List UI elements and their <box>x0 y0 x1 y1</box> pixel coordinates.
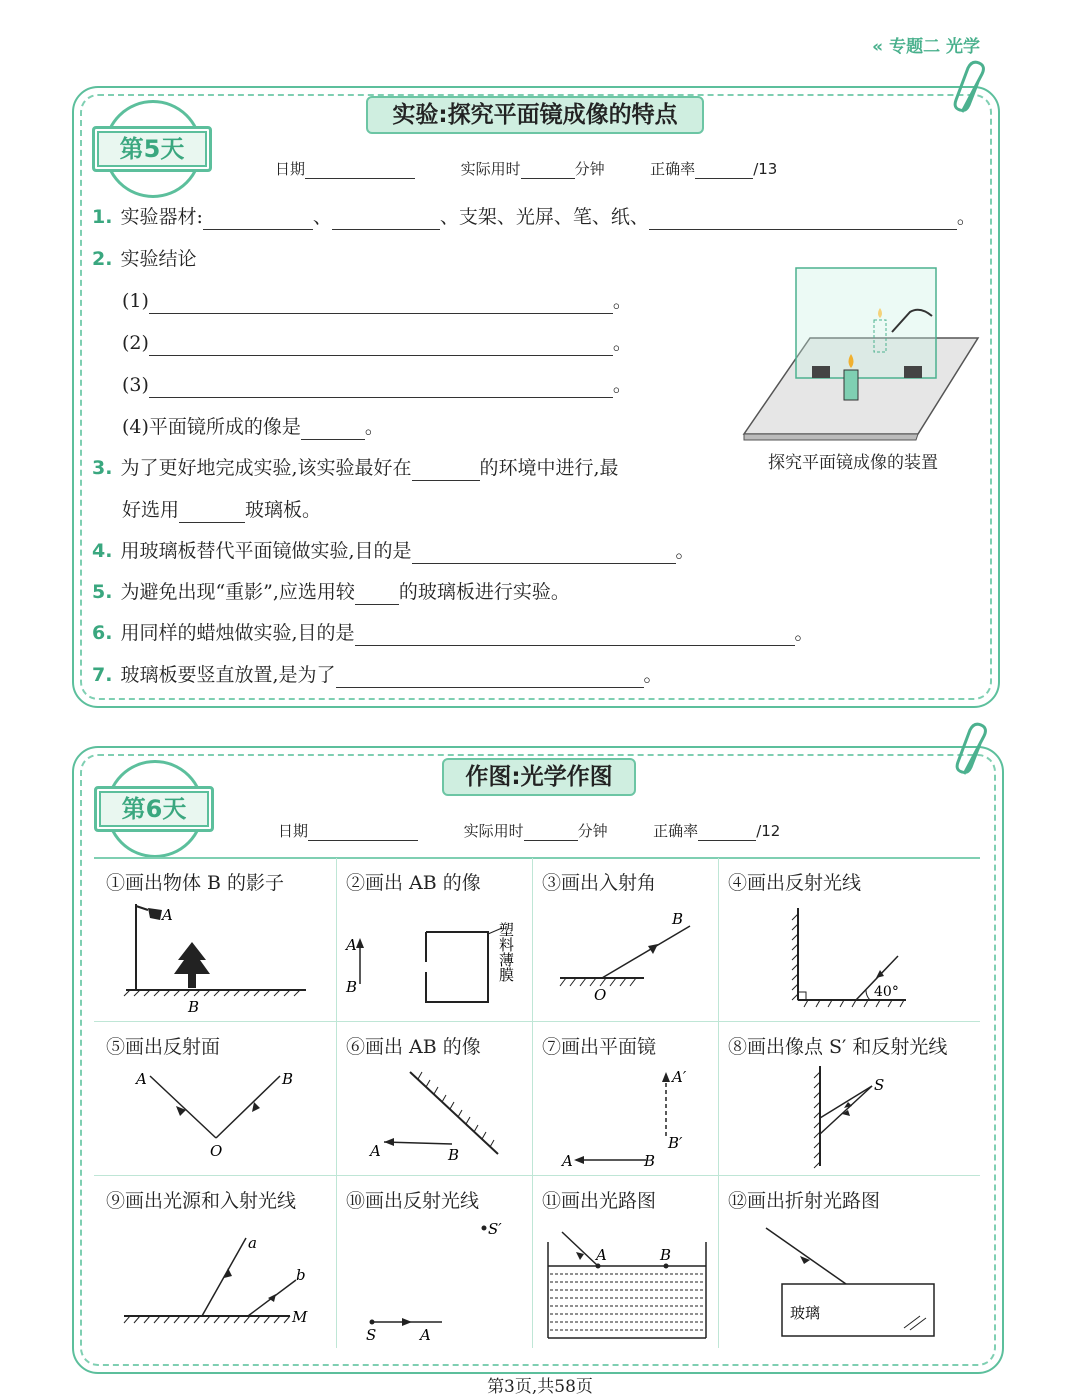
grid-row-divider <box>94 1021 980 1022</box>
label-A: A <box>346 936 357 954</box>
question-1: 1. 实验器材: 、 、支架、光屏、笔、纸、 。 <box>92 206 976 228</box>
question-3-cont: 好选用 玻璃板。 <box>122 499 322 521</box>
apparatus-figure <box>740 262 984 442</box>
day6-badge-label: 第6天 <box>94 786 214 832</box>
diagram-light-source <box>120 1228 320 1328</box>
date-field[interactable] <box>308 824 418 841</box>
diagram-refraction-glass <box>760 1222 940 1342</box>
label-B: B <box>188 998 200 1016</box>
grid-row-divider <box>94 1175 980 1176</box>
grid-col-divider <box>532 858 533 1348</box>
cell-title-2: ②画出 AB 的像 <box>346 872 481 894</box>
label-B: B <box>644 1152 656 1170</box>
label-M: M <box>292 1308 308 1326</box>
diagram-reflected-ray <box>356 1216 526 1344</box>
question-6: 6. 用同样的蜡烛做实验,目的是 。 <box>92 622 814 644</box>
label-S: S <box>874 1076 885 1094</box>
cell-title-12: ⑫画出折射光路图 <box>728 1190 881 1212</box>
answer-blank[interactable] <box>179 502 245 523</box>
paperclip-icon <box>954 722 994 782</box>
day5-title: 实验:探究平面镜成像的特点 <box>366 96 704 134</box>
question-3: 3. 为了更好地完成实验,该实验最好在 的环境中进行,最 <box>92 457 619 479</box>
label-S-prime: S′ <box>488 1220 502 1238</box>
label-A: A <box>420 1326 431 1344</box>
diagram-slanted-mirror <box>362 1066 512 1162</box>
label-A: A <box>596 1246 607 1264</box>
answer-blank[interactable] <box>149 293 613 314</box>
grid-col-divider <box>718 858 719 1348</box>
label-O: O <box>210 1142 223 1160</box>
day6-meta: 日期 实际用时 分钟 正确率 /12 <box>278 822 781 840</box>
answer-blank[interactable] <box>649 209 957 230</box>
cell-title-3: ③画出入射角 <box>542 872 657 894</box>
time-field[interactable] <box>521 162 575 179</box>
label-glass: 玻璃 <box>790 1304 821 1322</box>
diagram-reflection-40 <box>780 900 920 1012</box>
diagram-reflective-surface <box>130 1066 320 1162</box>
question-4: 4. 用玻璃板替代平面镜做实验,目的是 。 <box>92 540 695 562</box>
grid-col-divider <box>336 858 337 1348</box>
question-2-1: (1) 。 <box>122 290 632 312</box>
cell-title-10: ⑩画出反射光线 <box>346 1190 480 1212</box>
label-A: A <box>370 1142 381 1160</box>
day6-title: 作图:光学作图 <box>442 758 636 796</box>
day5-badge <box>92 100 210 192</box>
answer-blank[interactable] <box>332 209 440 230</box>
day5-badge-label: 第5天 <box>92 126 212 172</box>
label-b: b <box>296 1266 306 1284</box>
label-B: B <box>282 1070 294 1088</box>
answer-blank[interactable] <box>412 460 480 481</box>
cell-title-1: ①画出物体 B 的影子 <box>106 872 285 894</box>
paperclip-icon <box>952 60 992 120</box>
cell-title-9: ⑨画出光源和入射光线 <box>106 1190 297 1212</box>
diagram-water-tank <box>544 1222 710 1344</box>
label-B: B <box>448 1146 460 1162</box>
label-40deg: 40° <box>874 984 899 1000</box>
time-field[interactable] <box>524 824 578 841</box>
label-A: A <box>162 906 173 924</box>
diagram-find-mirror <box>560 1062 710 1172</box>
section-tag: « 专题二 光学 <box>872 37 980 57</box>
label-a: a <box>248 1234 257 1252</box>
cell-title-6: ⑥画出 AB 的像 <box>346 1036 481 1058</box>
label-A: A <box>562 1152 573 1170</box>
label-O: O <box>594 986 607 1004</box>
cell-title-4: ④画出反射光线 <box>728 872 862 894</box>
question-2-2: (2) 。 <box>122 332 632 354</box>
label-A-prime: A′ <box>672 1068 687 1086</box>
question-2-4: (4)平面镜所成的像是 。 <box>122 416 384 438</box>
label-A: A <box>136 1070 147 1088</box>
figure-caption: 探究平面镜成像的装置 <box>768 453 938 473</box>
answer-blank[interactable] <box>149 335 613 356</box>
grid-top <box>94 857 980 859</box>
label-B-prime: B′ <box>668 1134 683 1152</box>
question-5: 5. 为避免出现“重影”,应选用较 的玻璃板进行实验。 <box>92 581 570 603</box>
answer-blank[interactable] <box>412 543 676 564</box>
answer-blank[interactable] <box>301 419 365 440</box>
label-B: B <box>346 978 358 996</box>
cell-title-5: ⑤画出反射面 <box>106 1036 221 1058</box>
diagram-shadow <box>120 898 310 1018</box>
answer-blank[interactable] <box>149 377 613 398</box>
label-B: B <box>672 910 684 928</box>
answer-blank[interactable] <box>355 625 795 646</box>
diagram-incidence <box>556 900 716 1010</box>
question-2-3: (3) 。 <box>122 374 632 396</box>
day5-meta: 日期 实际用时 分钟 正确率 /13 <box>275 160 778 178</box>
label-B: B <box>660 1246 672 1264</box>
diagram-pinhole <box>340 900 530 1016</box>
cell-title-11: ⑪画出光路图 <box>542 1190 657 1212</box>
label-S: S <box>366 1326 377 1344</box>
accuracy-field[interactable] <box>698 824 756 841</box>
cell-title-7: ⑦画出平面镜 <box>542 1036 657 1058</box>
answer-blank[interactable] <box>336 667 644 688</box>
day6-badge <box>94 760 212 852</box>
question-7: 7. 玻璃板要竖直放置,是为了 。 <box>92 664 663 686</box>
accuracy-field[interactable] <box>695 162 753 179</box>
answer-blank[interactable] <box>203 209 313 230</box>
diagram-image-point <box>800 1062 910 1172</box>
label-film: 塑料薄膜 <box>497 922 515 982</box>
page-number: 第3页,共58页 <box>487 1377 593 1397</box>
date-field[interactable] <box>305 162 415 179</box>
answer-blank[interactable] <box>355 584 399 605</box>
cell-title-8: ⑧画出像点 S′ 和反射光线 <box>728 1036 948 1058</box>
question-2: 2. 实验结论 <box>92 248 197 270</box>
